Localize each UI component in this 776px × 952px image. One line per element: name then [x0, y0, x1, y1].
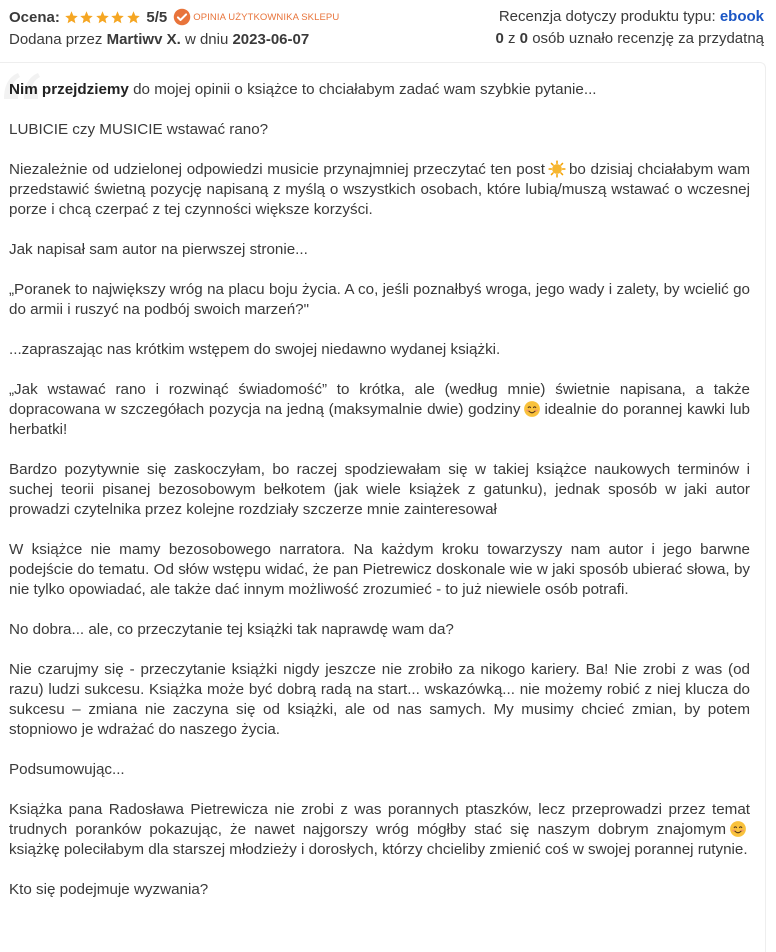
smile-emoji-icon: [729, 820, 747, 838]
verified-badge-label: OPINIA UŻYTKOWNIKA SKLEPU: [193, 11, 340, 23]
review-paragraph: [9, 800, 750, 860]
star-icon: [64, 10, 79, 25]
review-text: Książka pana Radosława Pietrewicza nie zrobi z was porannych ptaszków, lecz przeprowadzi przez temat trudnych poranków pokazując, że nawet najgorszy wróg mógłby stać się naszym dobrym znajomym: [9, 801, 750, 838]
star-icon: [126, 10, 141, 25]
review-paragraph: Jak napisał sam autor na pierwszej stronie...: [9, 241, 308, 258]
review-paragraph: Bardzo pozytywnie się zaskoczyłam, bo raczej spodziewałam się w takiej książce naukowych terminów i suchej teorii pisanej bezosobowym bełkotem (jak wiele książek z gatunku), jednak sposób w jaki autor prowadzi czytelnika przez kolejne rozdziały szczerze mnie zainteresował: [9, 461, 750, 518]
review-meta-right: [495, 6, 764, 50]
star-icon: [110, 10, 125, 25]
review-paragraph: [9, 80, 750, 100]
review-paragraph: „Poranek to największy wróg na placu boju życia. A co, jeśli poznałbyś wroga, jego wady i zalety, by wcielić go do armii i ruszyć na podbój swoich marzeń?": [9, 281, 750, 318]
helpful-text: osób uznało recenzję za przydatną: [532, 30, 764, 47]
added-date-prefix: w dniu: [184, 31, 229, 48]
review-date: 2023-06-07: [232, 31, 310, 48]
review-text: „Jak wstawać rano i rozwinąć świadomość” to krótka, ale (według mnie) świetnie napisana, a także dopracowana w szczegółach pozycja na jedną (maksymalnie dwie) godziny: [9, 381, 750, 418]
added-by-prefix: Dodana przez: [9, 31, 103, 48]
review-text: Niezależnie od udzielonej odpowiedzi musicie przynajmniej przeczytać ten post: [9, 161, 545, 178]
product-type-link[interactable]: ebook: [719, 8, 764, 25]
review-paragraph: W książce nie mamy bezosobowego narratora. Na każdym kroku towarzyszy nam autor i jego barwne podejście do tematu. Od słów wstępu widać, że pan Pietrewicz doskonale wie w jaki sposób ubierać słowa, by nie tylko opowiadać, ale także dać innym możliwość zrozumieć - to już niewiele osób potrafi.: [9, 541, 750, 598]
helpful-count: 0: [495, 30, 504, 47]
product-type-label: Recenzja dotyczy produktu typu:: [498, 8, 716, 25]
review-text: idealnie do porannej kawki lub herbatki!: [9, 401, 751, 438]
review-body: [9, 80, 750, 920]
review-text: bo dzisiaj chciałabym wam przedstawić świetną pozycję napisaną z myślą o wszystkich osobach, które lubią/muszą wstawać o wczesnej porze i chcą czerpać z tej czynności większe korzyści.: [9, 161, 750, 218]
star-icon: [95, 10, 110, 25]
added-by-line: [9, 30, 339, 50]
product-type-line: [495, 6, 764, 28]
review-paragraph: LUBICIE czy MUSICIE wstawać rano?: [9, 121, 269, 138]
review-paragraph: Nie czarujmy się - przeczytanie książki nigdy jeszcze nie zrobiło za nikogo kariery. Ba! Nie zrobi z was (od razu) ludzi sukcesu. Książka może być dobrą radą na start... wskazówką... nie możemy robić z niej klucza do sukcesu – zmiana nie zaczyna się od książki, ale od nas samych. My musimy chcieć zmian, by potem stopniowo je wdrażać do naszego życia.: [9, 661, 750, 738]
review-author: Martiwv X.: [106, 31, 181, 48]
review-paragraph: [9, 160, 750, 220]
star-icon: [79, 10, 94, 25]
rating-line: [9, 6, 339, 28]
helpful-of: z: [508, 30, 516, 47]
review-paragraph: [9, 380, 750, 440]
review-text: książkę poleciłabym dla starszej młodzieży i dorosłych, którzy chcieliby zmienić coś w swojej porannej rutynie.: [9, 841, 748, 858]
rating-score: 5/5: [146, 8, 168, 26]
helpful-count-line: [495, 28, 764, 50]
review-meta-left: [9, 6, 339, 50]
review-lead-bold: Nim przejdziemy: [9, 81, 129, 98]
rating-label: Ocena:: [9, 8, 60, 26]
review-header: [0, 0, 776, 60]
review-paragraph: Podsumowując...: [9, 761, 125, 778]
review-paragraph: No dobra... ale, co przeczytanie tej książki tak naprawdę wam da?: [9, 621, 454, 638]
rating-stars: [64, 10, 142, 25]
smile-emoji-icon: [523, 400, 541, 418]
review-text: do mojej opinii o książce to chciałabym zadać wam szybkie pytanie...: [133, 81, 597, 98]
helpful-total: 0: [519, 30, 529, 47]
verified-badge-icon: [173, 8, 191, 26]
sun-emoji-icon: [548, 160, 566, 178]
review-paragraph: Kto się podejmuje wyzwania?: [9, 881, 209, 898]
review-paragraph: ...zapraszając nas krótkim wstępem do swojej niedawno wydanej książki.: [9, 341, 501, 358]
